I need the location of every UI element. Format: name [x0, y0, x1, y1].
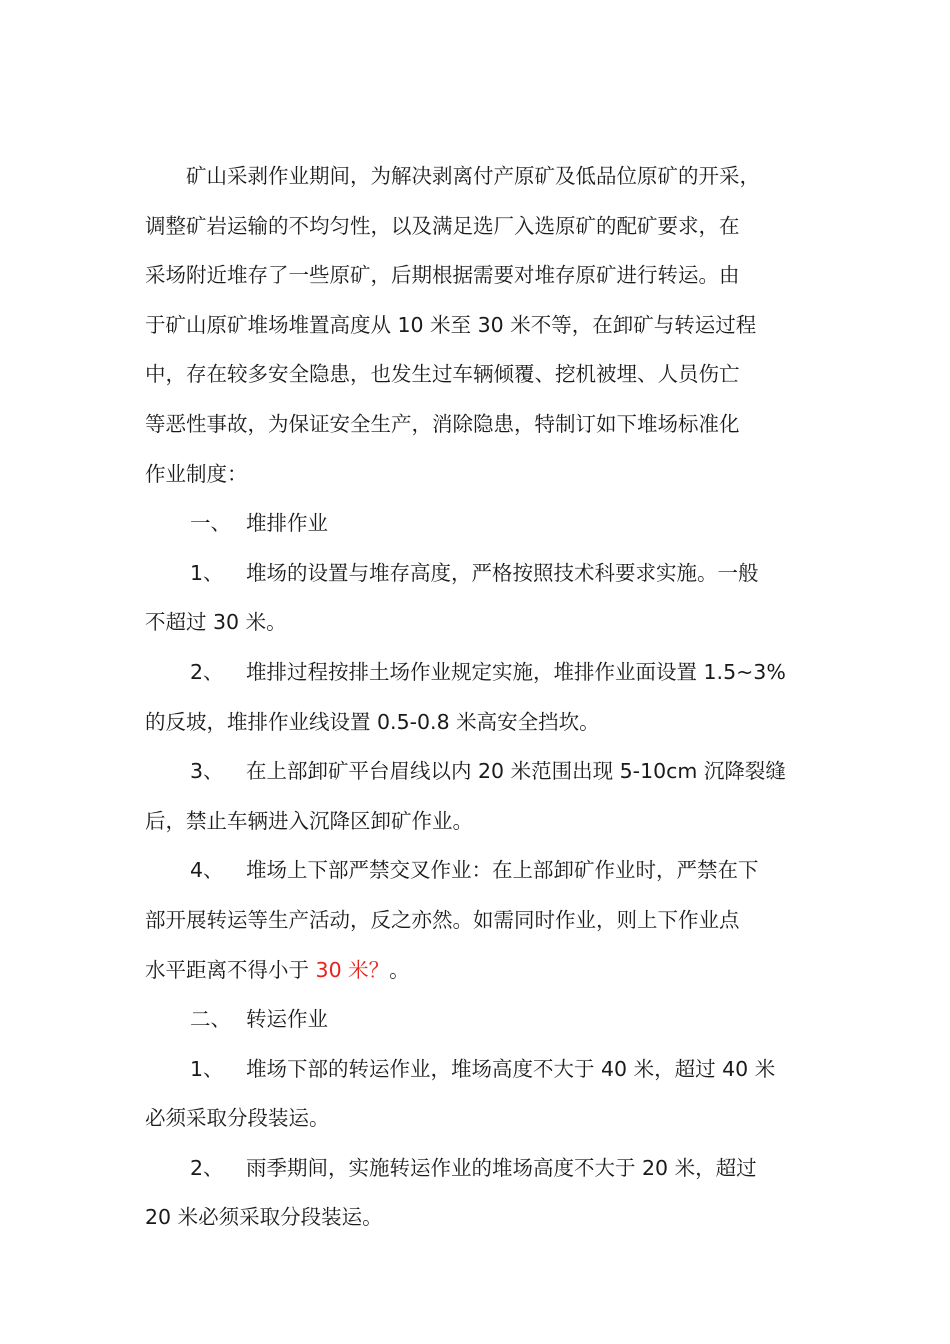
- item-number: 2、: [190, 659, 224, 684]
- item-number: 1、: [190, 560, 224, 585]
- item-line: 必须采取分段装运。: [145, 1106, 330, 1131]
- list-item: [145, 1144, 810, 1243]
- section-number: 一、: [190, 511, 231, 536]
- section-title: 堆排作业: [246, 511, 328, 536]
- highlighted-text: 30 米？: [315, 957, 390, 982]
- item-line: 堆场上下部严禁交叉作业：在上部卸矿作业时，严禁在下: [246, 858, 759, 883]
- item-line: 堆场下部的转运作业，堆场高度不大于 40 米，超过 40 米: [246, 1056, 776, 1081]
- item-line: 在上部卸矿平台眉线以内 20 米范围出现 5-10cm 沉降裂缝: [246, 759, 786, 784]
- item-line: 雨季期间，实施转运作业的堆场高度不大于 20 米，超过: [246, 1155, 757, 1180]
- list-item: [145, 747, 810, 846]
- list-item: [145, 1045, 810, 1144]
- intro-line: 矿山采剥作业期间，为解决剥离付产原矿及低品位原矿的开采，: [186, 164, 760, 188]
- list-item: [145, 549, 810, 648]
- item-number: 4、: [190, 858, 224, 883]
- item-number: 3、: [190, 759, 224, 784]
- section-heading-transfer: [145, 995, 810, 1045]
- item-line: 后，禁止车辆进入沉降区卸矿作业。: [145, 808, 473, 833]
- intro-line: 作业制度：: [145, 461, 248, 486]
- item-line: [145, 946, 810, 996]
- list-item: [145, 846, 810, 995]
- item-line: 堆场的设置与堆存高度，严格按照技术科要求实施。一般: [246, 560, 759, 585]
- section-title: 转运作业: [246, 1007, 328, 1032]
- section-number: 二、: [190, 1007, 231, 1032]
- item-line: 部开展转运等生产活动，反之亦然。如需同时作业，则上下作业点: [145, 907, 740, 932]
- list-item: [145, 648, 810, 747]
- item-line: 的反坡，堆排作业线设置 0.5-0.8 米高安全挡坎。: [145, 709, 600, 734]
- intro-line: 调整矿岩运输的不均匀性，以及满足选厂入选原矿的配矿要求，在: [145, 213, 740, 238]
- item-line: 堆排过程按排土场作业规定实施，堆排作业面设置 1.5~3%: [246, 659, 786, 684]
- intro-paragraph: [145, 152, 810, 499]
- intro-line: 中，存在较多安全隐患，也发生过车辆倾覆、挖机被埋、人员伤亡: [145, 362, 740, 387]
- intro-line: 采场附近堆存了一些原矿，后期根据需要对堆存原矿进行转运。由: [145, 263, 740, 288]
- item-line-suffix: 。: [389, 957, 410, 982]
- item-line: 不超过 30 米。: [145, 610, 287, 635]
- section-heading-stacking: [145, 499, 810, 549]
- document-body: [145, 152, 810, 1243]
- item-number: 1、: [190, 1056, 224, 1081]
- intro-line: 于矿山原矿堆场堆置高度从 10 米至 30 米不等，在卸矿与转运过程: [145, 312, 757, 337]
- intro-line: 等恶性事故，为保证安全生产，消除隐患，特制订如下堆场标准化: [145, 411, 740, 436]
- item-line-prefix: 水平距离不得小于: [145, 957, 316, 982]
- item-number: 2、: [190, 1155, 224, 1180]
- item-line: 20 米必须采取分段装运。: [145, 1205, 383, 1230]
